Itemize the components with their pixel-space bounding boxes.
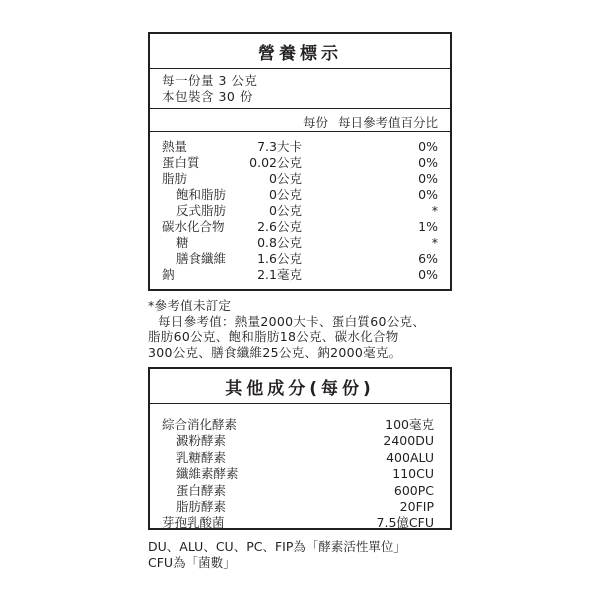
ingredient-value: 110CU xyxy=(392,466,434,482)
unit-footnote-line-1: DU、ALU、CU、PC、FIP為「酵素活性單位」 xyxy=(148,539,406,554)
ingredient-value: 20FIP xyxy=(399,498,434,514)
nutrient-daily-value: 0% xyxy=(418,139,438,154)
daily-value-note-line-1: 每日參考值：熱量2000大卡、蛋白質60公克、 xyxy=(158,313,426,329)
nutrition-rows xyxy=(150,132,450,283)
nutrition-row xyxy=(150,203,450,219)
ingredient-name: 澱粉酵素 xyxy=(176,433,227,449)
nutrient-amount: 0公克 xyxy=(269,187,302,202)
ingredient-row xyxy=(150,433,450,449)
nutrient-daily-value: 0% xyxy=(418,171,438,186)
nutrient-daily-value: * xyxy=(431,235,438,250)
nutrition-facts-panel xyxy=(148,32,452,291)
nutrition-row xyxy=(150,139,450,155)
nutrient-name: 熱量 xyxy=(162,139,188,154)
nutrient-daily-value: 1% xyxy=(418,219,438,234)
nutrient-name: 飽和脂肪 xyxy=(176,187,227,202)
other-ingredients-panel xyxy=(148,367,452,530)
nutrition-row xyxy=(150,267,450,283)
ingredient-value: 100毫克 xyxy=(385,417,434,432)
daily-value-note-line-3: 300公克、膳食纖維25公克、鈉2000毫克。 xyxy=(148,344,402,360)
nutrient-amount: 1.6公克 xyxy=(257,251,302,266)
ingredient-name: 脂肪酵素 xyxy=(176,498,227,514)
nutrition-row xyxy=(150,251,450,267)
nutrient-name: 脂肪 xyxy=(162,171,188,186)
servings-per-package: 本包裝含 30 份 xyxy=(162,89,253,104)
ingredient-row xyxy=(150,499,450,515)
ingredient-name: 綜合消化酵素 xyxy=(162,417,238,432)
nutrition-row xyxy=(150,235,450,251)
nutrient-daily-value: 0% xyxy=(418,267,438,282)
ingredient-name: 乳糖酵素 xyxy=(176,449,227,465)
unit-footnote-line-2: CFU為「菌數」 xyxy=(148,555,236,570)
daily-value-header: 每日參考值百分比 xyxy=(337,115,438,130)
nutrient-daily-value: 6% xyxy=(418,251,438,266)
nutrient-amount: 7.3大卡 xyxy=(257,139,302,154)
nutrition-row xyxy=(150,219,450,235)
ingredient-row xyxy=(150,466,450,482)
ingredient-row xyxy=(150,483,450,499)
nutrient-name: 膳食纖維 xyxy=(176,251,227,266)
nutrition-notes xyxy=(148,298,458,360)
nutrient-amount: 0公克 xyxy=(269,171,302,186)
nutrient-name: 鈉 xyxy=(162,267,175,282)
ingredient-rows xyxy=(150,404,450,532)
ingredient-row xyxy=(150,417,450,433)
ingredient-value: 7.5億CFU xyxy=(376,515,434,531)
nutrient-amount: 0公克 xyxy=(269,203,302,218)
nutrient-daily-value: * xyxy=(431,203,438,218)
nutrient-daily-value: 0% xyxy=(418,155,438,170)
nutrition-row xyxy=(150,187,450,203)
ingredient-value: 400ALU xyxy=(386,449,434,465)
nutrition-title: 營養標示 xyxy=(150,34,450,69)
nutrient-name: 反式脂肪 xyxy=(176,203,227,218)
ingredient-value: 600PC xyxy=(393,482,434,498)
serving-info xyxy=(150,69,450,109)
ingredients-title: 其他成分(每份) xyxy=(150,369,450,404)
undefined-reference-note: *參考值未訂定 xyxy=(148,298,232,313)
nutrient-name: 糖 xyxy=(176,235,189,250)
unit-footnote xyxy=(148,539,458,571)
ingredient-name: 蛋白酵素 xyxy=(176,482,227,498)
ingredient-name: 纖維素酵素 xyxy=(176,466,239,482)
ingredient-row xyxy=(150,515,450,531)
nutrient-name: 碳水化合物 xyxy=(162,219,225,234)
nutrition-row xyxy=(150,171,450,187)
per-serving-header: 每份 xyxy=(302,115,328,130)
nutrient-amount: 2.6公克 xyxy=(257,219,302,234)
ingredient-value: 2400DU xyxy=(383,433,434,449)
nutrition-column-header xyxy=(150,109,450,132)
nutrient-name: 蛋白質 xyxy=(162,155,200,170)
nutrient-daily-value: 0% xyxy=(418,187,438,202)
serving-size: 每一份量 3 公克 xyxy=(162,73,258,88)
nutrient-amount: 0.8公克 xyxy=(257,235,302,250)
daily-value-note-line-2: 脂肪60公克、飽和脂肪18公克、碳水化合物 xyxy=(148,329,399,344)
nutrient-amount: 0.02公克 xyxy=(249,155,302,170)
ingredient-row xyxy=(150,450,450,466)
nutrient-amount: 2.1毫克 xyxy=(257,267,302,282)
nutrition-row xyxy=(150,155,450,171)
ingredient-name: 芽孢乳酸菌 xyxy=(162,515,225,531)
